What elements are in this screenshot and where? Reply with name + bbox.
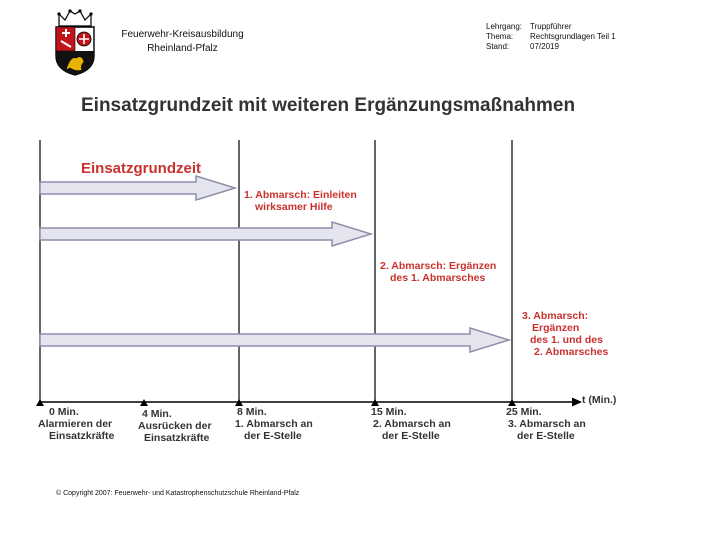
arrow-label-1: 1. Abmarsch: Einleiten wirksamer Hilfe — [244, 189, 357, 213]
arrow-label-3: 3. Abmarsch: Ergänzen des 1. und des 2. Abmarsches — [522, 310, 609, 358]
meta-row-date: Stand: 07/2019 — [486, 42, 559, 51]
meta-row-course: Lehrgang: Truppführer — [486, 22, 572, 31]
tick-label-25: 25 Min. 3. Abmarsch an der E-Stelle — [506, 406, 586, 442]
tick-label-4: 4 Min. Ausrücken der Einsatzkräfte — [138, 408, 212, 444]
arrow-abmarsch-3 — [40, 328, 509, 352]
diagram-title: Einsatzgrundzeit mit weiteren Ergänzungsmaßnahmen — [81, 95, 576, 116]
tick-label-15: 15 Min. 2. Abmarsch an der E-Stelle — [371, 406, 451, 442]
tick-label-0: 0 Min. Alarmieren der Einsatzkräfte — [38, 406, 115, 442]
axis-label: t (Min.) — [582, 394, 617, 406]
meta-row-topic: Thema: Rechtsgrundlagen Teil 1 — [486, 32, 616, 41]
org-name: Feuerwehr-Kreisausbildung — [121, 29, 244, 40]
copyright-notice: © Copyright 2007: Feuerwehr- und Katastrophenschutzschule Rheinland-Pfalz — [56, 490, 300, 497]
arrow-abmarsch-1 — [40, 176, 235, 200]
org-region: Rheinland-Pfalz — [147, 43, 218, 54]
diagram-subtitle: Einsatzgrundzeit — [81, 160, 202, 177]
arrow-abmarsch-2 — [40, 222, 371, 246]
arrow-label-2: 2. Abmarsch: Ergänzen des 1. Abmarsches — [380, 260, 497, 284]
tick-label-8: 8 Min. 1. Abmarsch an der E-Stelle — [235, 406, 313, 442]
